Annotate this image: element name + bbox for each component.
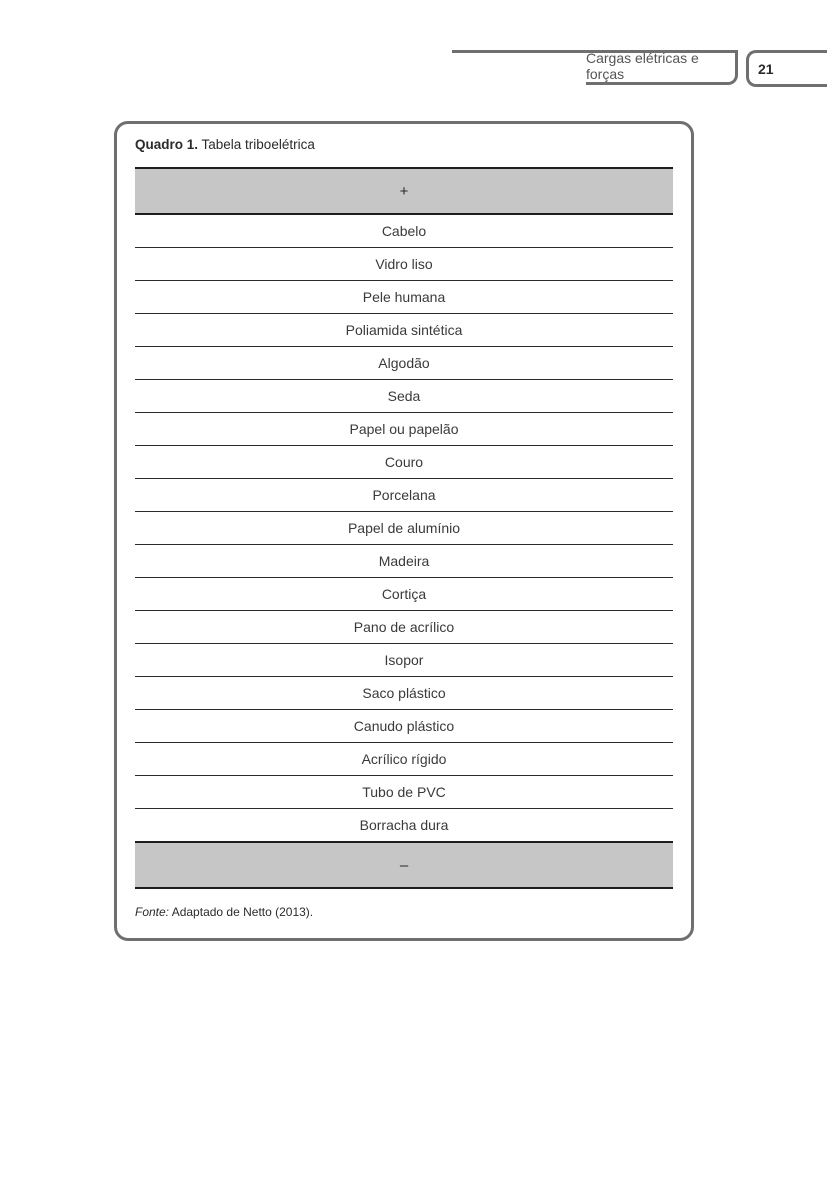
page-number: 21 [758, 60, 774, 77]
material-cell: Poliamida sintética [135, 314, 673, 347]
table-row [135, 281, 673, 314]
table-row [135, 512, 673, 545]
table-row [135, 314, 673, 347]
chapter-title: Cargas elétricas e forças [586, 50, 699, 82]
source-text: Adaptado de Netto (2013). [169, 905, 314, 919]
table-row [135, 809, 673, 843]
material-cell: Canudo plástico [135, 710, 673, 743]
table-row [135, 776, 673, 809]
table-row [135, 214, 673, 248]
material-cell: Seda [135, 380, 673, 413]
negative-sign: – [135, 842, 673, 888]
table-row [135, 545, 673, 578]
material-cell: Madeira [135, 545, 673, 578]
material-cell: Vidro liso [135, 248, 673, 281]
table-row [135, 710, 673, 743]
table-row [135, 677, 673, 710]
table-row [135, 380, 673, 413]
negative-sign-row [135, 842, 673, 888]
caption-label: Quadro 1. [135, 137, 199, 152]
table-row [135, 248, 673, 281]
caption-text: Tabela triboelétrica [198, 137, 315, 152]
table-row [135, 479, 673, 512]
page-number-box [746, 50, 827, 87]
table-row [135, 347, 673, 380]
quadro-caption [135, 137, 315, 152]
material-cell: Papel de alumínio [135, 512, 673, 545]
positive-sign-row [135, 168, 673, 214]
material-cell: Pano de acrílico [135, 611, 673, 644]
table-row [135, 413, 673, 446]
table-row [135, 578, 673, 611]
triboelectric-table [135, 167, 673, 889]
source-note [135, 905, 313, 919]
material-cell: Algodão [135, 347, 673, 380]
material-cell: Acrílico rígido [135, 743, 673, 776]
material-cell: Tubo de PVC [135, 776, 673, 809]
material-cell: Couro [135, 446, 673, 479]
table-row [135, 644, 673, 677]
material-cell: Pele humana [135, 281, 673, 314]
source-label: Fonte: [135, 905, 170, 919]
material-cell: Cabelo [135, 214, 673, 248]
table-row [135, 611, 673, 644]
running-header [586, 50, 738, 85]
material-cell: Cortiça [135, 578, 673, 611]
material-cell: Papel ou papelão [135, 413, 673, 446]
table-row [135, 743, 673, 776]
material-cell: Borracha dura [135, 809, 673, 843]
material-cell: Isopor [135, 644, 673, 677]
material-cell: Porcelana [135, 479, 673, 512]
table-row [135, 446, 673, 479]
material-cell: Saco plástico [135, 677, 673, 710]
positive-sign: + [135, 168, 673, 214]
